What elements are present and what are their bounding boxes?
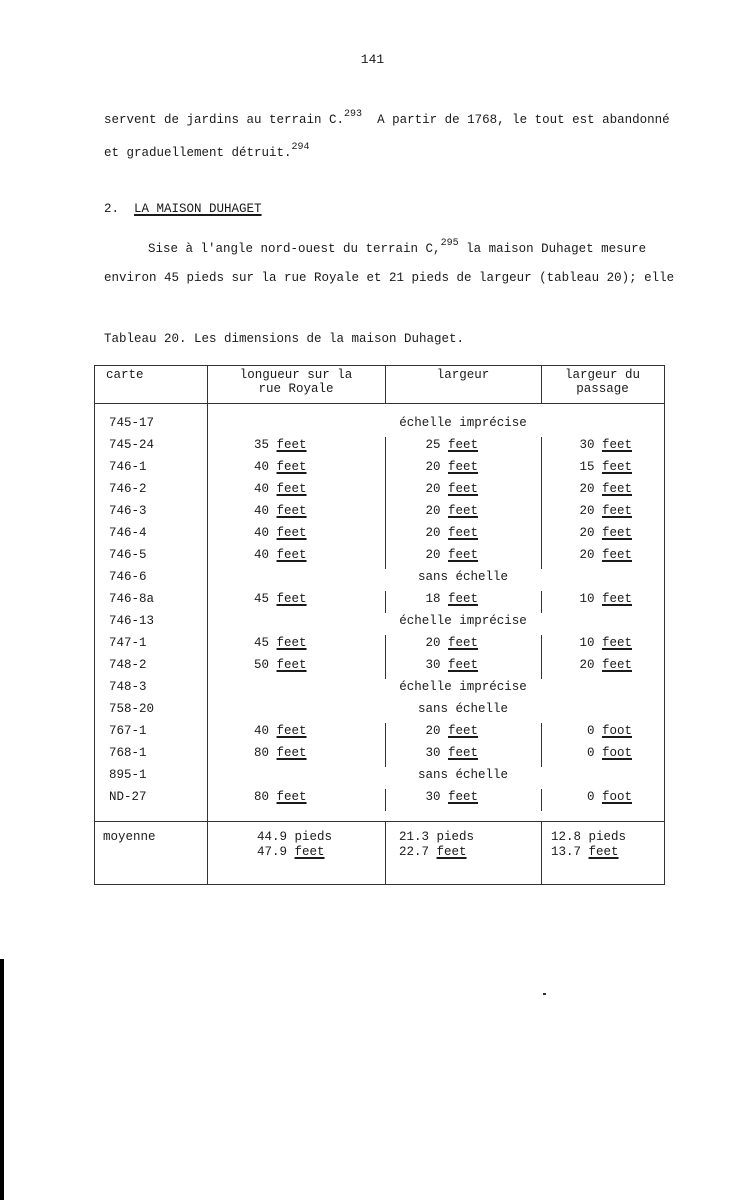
passage-unit: feet: [601, 636, 632, 650]
longueur-value: 40: [254, 504, 270, 518]
row-largeur: [414, 548, 478, 562]
row-carte: 746-2: [109, 482, 147, 496]
largeur-value: 20: [425, 482, 441, 496]
intro-text-1b: A partir de 1768, le tout est abandonné: [377, 113, 670, 127]
dimensions-table: [94, 365, 665, 885]
row-longueur: [254, 790, 307, 804]
col-divider-2-footer: [385, 821, 386, 885]
row-divider-largeur: [385, 481, 386, 503]
footer-largeur-feet-value: 22.7: [399, 845, 430, 859]
largeur-unit: feet: [447, 636, 478, 650]
largeur-value: 20: [425, 636, 441, 650]
footer-longueur-feet-value: 47.9: [257, 845, 288, 859]
row-largeur: [414, 526, 478, 540]
row-divider-largeur: [385, 723, 386, 745]
row-note: échelle imprécise: [399, 680, 527, 694]
section-heading: [104, 202, 262, 216]
footer-longueur-feet-unit: feet: [294, 845, 325, 859]
passage-unit: feet: [601, 592, 632, 606]
largeur-unit: feet: [447, 438, 478, 452]
longueur-unit: feet: [276, 592, 307, 606]
row-divider-largeur: [385, 459, 386, 481]
longueur-unit: feet: [276, 482, 307, 496]
row-carte: 895-1: [109, 768, 147, 782]
row-note: sans échelle: [417, 768, 508, 782]
row-longueur: [254, 636, 307, 650]
passage-value: 20: [579, 482, 595, 496]
row-largeur: [414, 658, 478, 672]
row-passage: [554, 438, 632, 452]
largeur-value: 25: [425, 438, 441, 452]
row-longueur: [254, 460, 307, 474]
passage-unit: feet: [601, 438, 632, 452]
row-divider-largeur: [385, 525, 386, 547]
longueur-unit: feet: [276, 504, 307, 518]
row-divider-passage: [541, 635, 542, 657]
row-carte: 746-1: [109, 460, 147, 474]
footer-largeur-pieds: 21.3 pieds: [399, 830, 475, 844]
row-longueur: [254, 548, 307, 562]
row-longueur: [254, 658, 307, 672]
footer-longueur-pieds: 44.9 pieds: [257, 830, 333, 844]
header-largeur: largeur: [436, 368, 490, 382]
row-longueur: [254, 504, 307, 518]
row-divider-passage: [541, 503, 542, 525]
paragraph-text-1a: Sise à l'angle nord-ouest du terrain C,: [148, 242, 441, 256]
passage-unit: feet: [601, 482, 632, 496]
largeur-unit: feet: [447, 746, 478, 760]
section-number: 2.: [104, 202, 120, 216]
largeur-value: 20: [425, 504, 441, 518]
longueur-unit: feet: [276, 526, 307, 540]
longueur-value: 40: [254, 724, 270, 738]
row-passage: [554, 658, 632, 672]
row-carte: 746-3: [109, 504, 147, 518]
largeur-value: 20: [425, 526, 441, 540]
longueur-unit: feet: [276, 548, 307, 562]
row-divider-passage: [541, 657, 542, 679]
row-longueur: [254, 746, 307, 760]
longueur-unit: feet: [276, 438, 307, 452]
passage-unit: feet: [601, 658, 632, 672]
largeur-value: 18: [425, 592, 441, 606]
footer-longueur-feet: [257, 845, 325, 859]
intro-line-1: [104, 109, 670, 127]
largeur-unit: feet: [447, 482, 478, 496]
paragraph-line-1: [148, 238, 647, 256]
row-passage: [554, 592, 632, 606]
header-carte: carte: [106, 368, 144, 382]
table-right-border: [664, 365, 665, 885]
intro-line-2: [104, 142, 310, 160]
passage-value: 0: [586, 790, 595, 804]
longueur-value: 40: [254, 460, 270, 474]
passage-unit: feet: [601, 548, 632, 562]
largeur-unit: feet: [447, 548, 478, 562]
passage-unit: foot: [601, 790, 632, 804]
footer-largeur-feet: [399, 845, 467, 859]
table-caption: Tableau 20. Les dimensions de la maison Duhaget.: [104, 332, 465, 346]
table-bottom-border: [94, 884, 665, 885]
table-top-border: [94, 365, 665, 366]
paragraph-line-2: environ 45 pieds sur la rue Royale et 21 pieds de largeur (tableau 20); elle: [104, 271, 675, 285]
row-largeur: [414, 592, 478, 606]
row-longueur: [254, 482, 307, 496]
row-carte: 747-1: [109, 636, 147, 650]
row-longueur: [254, 438, 307, 452]
row-divider-passage: [541, 789, 542, 811]
longueur-value: 50: [254, 658, 270, 672]
largeur-unit: feet: [447, 526, 478, 540]
longueur-value: 40: [254, 482, 270, 496]
row-passage: [554, 790, 632, 804]
row-carte: 768-1: [109, 746, 147, 760]
col-divider-1: [207, 365, 208, 885]
longueur-unit: feet: [276, 724, 307, 738]
footnote-ref-295: 295: [440, 238, 459, 249]
row-largeur: [414, 438, 478, 452]
largeur-unit: feet: [447, 504, 478, 518]
longueur-value: 45: [254, 592, 270, 606]
scan-edge-bar: [0, 959, 4, 1200]
passage-value: 20: [579, 658, 595, 672]
row-longueur: [254, 592, 307, 606]
largeur-value: 20: [425, 460, 441, 474]
footnote-ref-293: 293: [344, 109, 363, 120]
longueur-unit: feet: [276, 790, 307, 804]
row-largeur: [414, 724, 478, 738]
largeur-unit: feet: [447, 724, 478, 738]
passage-value: 20: [579, 526, 595, 540]
row-carte: 748-2: [109, 658, 147, 672]
header-passage-1: largeur du: [564, 368, 640, 382]
footer-passage-feet-value: 13.7: [551, 845, 582, 859]
header-longueur-1: longueur sur la: [239, 368, 353, 382]
footer-passage-feet-unit: feet: [588, 845, 619, 859]
passage-value: 0: [586, 746, 595, 760]
row-divider-largeur: [385, 657, 386, 679]
row-passage: [554, 724, 632, 738]
row-carte: 746-6: [109, 570, 147, 584]
row-divider-passage: [541, 525, 542, 547]
row-passage: [554, 636, 632, 650]
passage-value: 0: [586, 724, 595, 738]
footer-passage-feet: [551, 845, 619, 859]
row-carte: 767-1: [109, 724, 147, 738]
row-passage: [554, 504, 632, 518]
row-passage: [554, 482, 632, 496]
footer-largeur-feet-unit: feet: [436, 845, 467, 859]
largeur-unit: feet: [447, 460, 478, 474]
row-divider-passage: [541, 745, 542, 767]
row-largeur: [414, 482, 478, 496]
footnote-ref-294: 294: [291, 142, 310, 153]
passage-value: 30: [579, 438, 595, 452]
row-divider-largeur: [385, 591, 386, 613]
scan-speck: [543, 993, 546, 995]
largeur-value: 30: [425, 746, 441, 760]
passage-value: 20: [579, 548, 595, 562]
section-title: LA MAISON DUHAGET: [134, 202, 262, 216]
passage-unit: foot: [601, 724, 632, 738]
paragraph-text-1b: la maison Duhaget mesure: [466, 242, 647, 256]
row-divider-largeur: [385, 789, 386, 811]
row-carte: 746-5: [109, 548, 147, 562]
longueur-unit: feet: [276, 658, 307, 672]
header-bottom-border: [94, 403, 665, 404]
row-divider-largeur: [385, 745, 386, 767]
row-divider-passage: [541, 481, 542, 503]
col-divider-3-footer: [541, 821, 542, 885]
row-carte: 745-24: [109, 438, 155, 452]
row-divider-passage: [541, 591, 542, 613]
row-largeur: [414, 460, 478, 474]
row-longueur: [254, 724, 307, 738]
row-carte: ND-27: [109, 790, 147, 804]
longueur-value: 35: [254, 438, 270, 452]
row-passage: [554, 746, 632, 760]
footer-passage-pieds: 12.8 pieds: [551, 830, 627, 844]
intro-text-2: et graduellement détruit.: [104, 146, 292, 160]
largeur-value: 30: [425, 790, 441, 804]
passage-unit: feet: [601, 526, 632, 540]
passage-unit: feet: [601, 460, 632, 474]
longueur-value: 40: [254, 526, 270, 540]
row-divider-passage: [541, 459, 542, 481]
row-carte: 748-3: [109, 680, 147, 694]
header-passage-2: passage: [576, 382, 629, 396]
row-largeur: [414, 790, 478, 804]
largeur-value: 20: [425, 548, 441, 562]
row-divider-passage: [541, 437, 542, 459]
largeur-unit: feet: [447, 658, 478, 672]
row-divider-largeur: [385, 503, 386, 525]
row-passage: [554, 526, 632, 540]
intro-text-1a: servent de jardins au terrain C.: [104, 113, 345, 127]
row-divider-largeur: [385, 635, 386, 657]
row-note: échelle imprécise: [399, 614, 527, 628]
longueur-unit: feet: [276, 636, 307, 650]
row-note: échelle imprécise: [399, 416, 527, 430]
passage-unit: foot: [601, 746, 632, 760]
row-carte: 746-8a: [109, 592, 155, 606]
row-largeur: [414, 504, 478, 518]
footer-label: moyenne: [103, 830, 156, 844]
page-number: 141: [360, 52, 385, 67]
row-carte: 758-20: [109, 702, 155, 716]
row-carte: 745-17: [109, 416, 155, 430]
longueur-value: 80: [254, 790, 270, 804]
passage-value: 10: [579, 592, 595, 606]
row-passage: [554, 548, 632, 562]
row-divider-largeur: [385, 437, 386, 459]
row-divider-largeur: [385, 547, 386, 569]
row-note: sans échelle: [417, 570, 508, 584]
row-carte: 746-13: [109, 614, 155, 628]
longueur-unit: feet: [276, 746, 307, 760]
longueur-value: 45: [254, 636, 270, 650]
largeur-unit: feet: [447, 592, 478, 606]
row-largeur: [414, 746, 478, 760]
longueur-unit: feet: [276, 460, 307, 474]
row-longueur: [254, 526, 307, 540]
row-divider-passage: [541, 547, 542, 569]
passage-value: 15: [579, 460, 595, 474]
passage-value: 10: [579, 636, 595, 650]
header-longueur-2: rue Royale: [258, 382, 334, 396]
largeur-unit: feet: [447, 790, 478, 804]
passage-unit: feet: [601, 504, 632, 518]
longueur-value: 40: [254, 548, 270, 562]
longueur-value: 80: [254, 746, 270, 760]
footer-top-border: [94, 821, 665, 822]
row-largeur: [414, 636, 478, 650]
row-carte: 746-4: [109, 526, 147, 540]
row-divider-passage: [541, 723, 542, 745]
row-passage: [554, 460, 632, 474]
passage-value: 20: [579, 504, 595, 518]
largeur-value: 30: [425, 658, 441, 672]
largeur-value: 20: [425, 724, 441, 738]
table-left-border: [94, 365, 95, 885]
row-note: sans échelle: [417, 702, 508, 716]
